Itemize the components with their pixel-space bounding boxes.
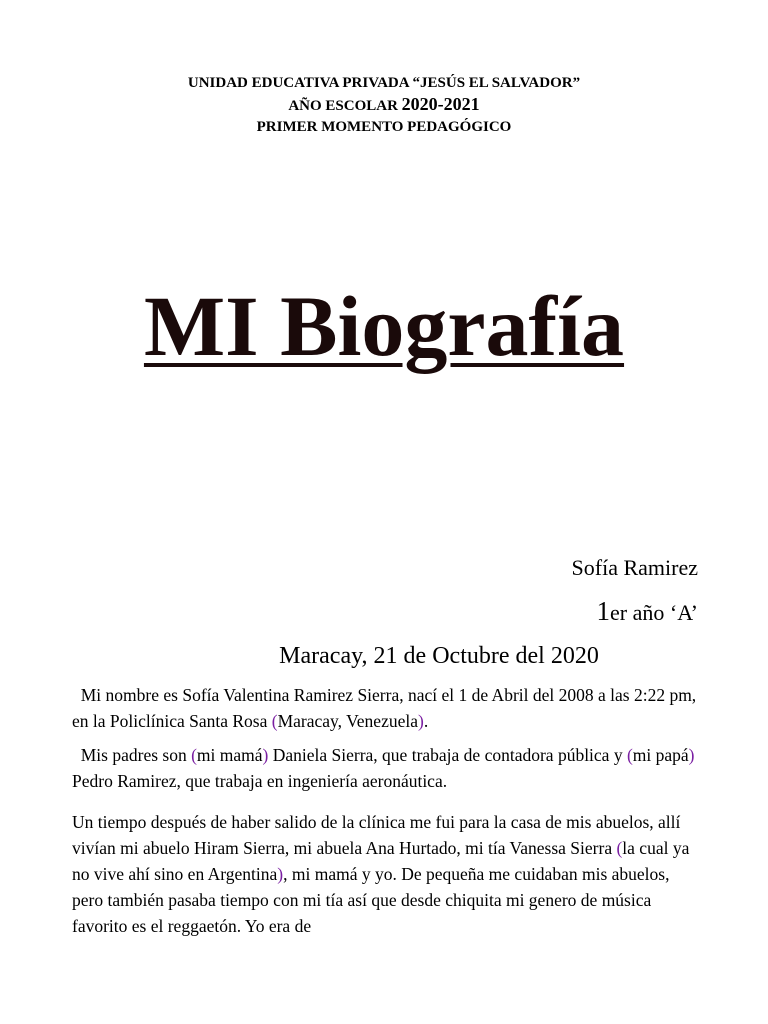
school-year-value: 2020-2021 [401, 94, 480, 114]
paragraph-text: mi papá [632, 745, 689, 765]
school-term: PRIMER MOMENTO PEDAGÓGICO [256, 119, 512, 135]
document-title: MI Biografía [143, 278, 625, 374]
paragraph-text: la cual ya no vive ahí sino en Argentina [72, 838, 690, 884]
parenthesis: ( [626, 745, 633, 765]
parenthesis: ) [688, 745, 695, 765]
paragraph-text: Maracay, Venezuela [277, 711, 418, 731]
author-name: Sofía Ramirez [571, 555, 698, 580]
paragraph-3 [72, 809, 702, 939]
paragraph-text: Daniela Sierra, que trabaja de contadora pública y [268, 745, 627, 765]
parenthesis: ( [271, 711, 278, 731]
parenthesis: ) [262, 745, 269, 765]
school-year-line [0, 94, 768, 117]
parenthesis: ( [616, 838, 623, 858]
paragraph-text: Un tiempo después de haber salido de la clínica me fui para la casa de mis abuelos, allí vivían mi abuelo Hiram Sierra, mi abuela Ana Hurtado, mi tía Vanessa Sierra [72, 812, 681, 858]
paragraph-text: Mis padres son [72, 745, 192, 765]
paragraph-text: . [423, 711, 429, 731]
grade-number: 1 [596, 596, 611, 626]
paragraph-text: Pedro Ramirez, que trabaja en ingeniería aeronáutica. [72, 771, 448, 791]
parenthesis: ( [191, 745, 197, 765]
parenthesis: ) [277, 864, 284, 884]
paragraph-text: mi mamá [196, 745, 263, 765]
grade-section: er año ‘A’ [610, 600, 698, 625]
parenthesis: ) [417, 711, 424, 731]
school-year-label: AÑO ESCOLAR [288, 98, 402, 114]
paragraph-text: Mi nombre es Sofía Valentina Ramirez Sierra, nací el 1 de Abril del 2008 a las 2:22 pm, en la Policlínica Santa Rosa [72, 685, 701, 731]
grade-line [597, 596, 698, 628]
school-name: UNIDAD EDUCATIVA PRIVADA “JESÚS EL SALVADOR” [187, 75, 581, 91]
paragraph-1 [72, 682, 702, 734]
school-header [0, 73, 768, 138]
place-date-line: Maracay, 21 de Octubre del 2020 [279, 643, 599, 669]
paragraph-2 [72, 742, 702, 794]
paragraph-text: , mi mamá y yo. De pequeña me cuidaban mis abuelos, pero también pasaba tiempo con mi tía así que desde chiquita mi genero de música favorito es el reggaetón. Yo era de [72, 864, 670, 936]
